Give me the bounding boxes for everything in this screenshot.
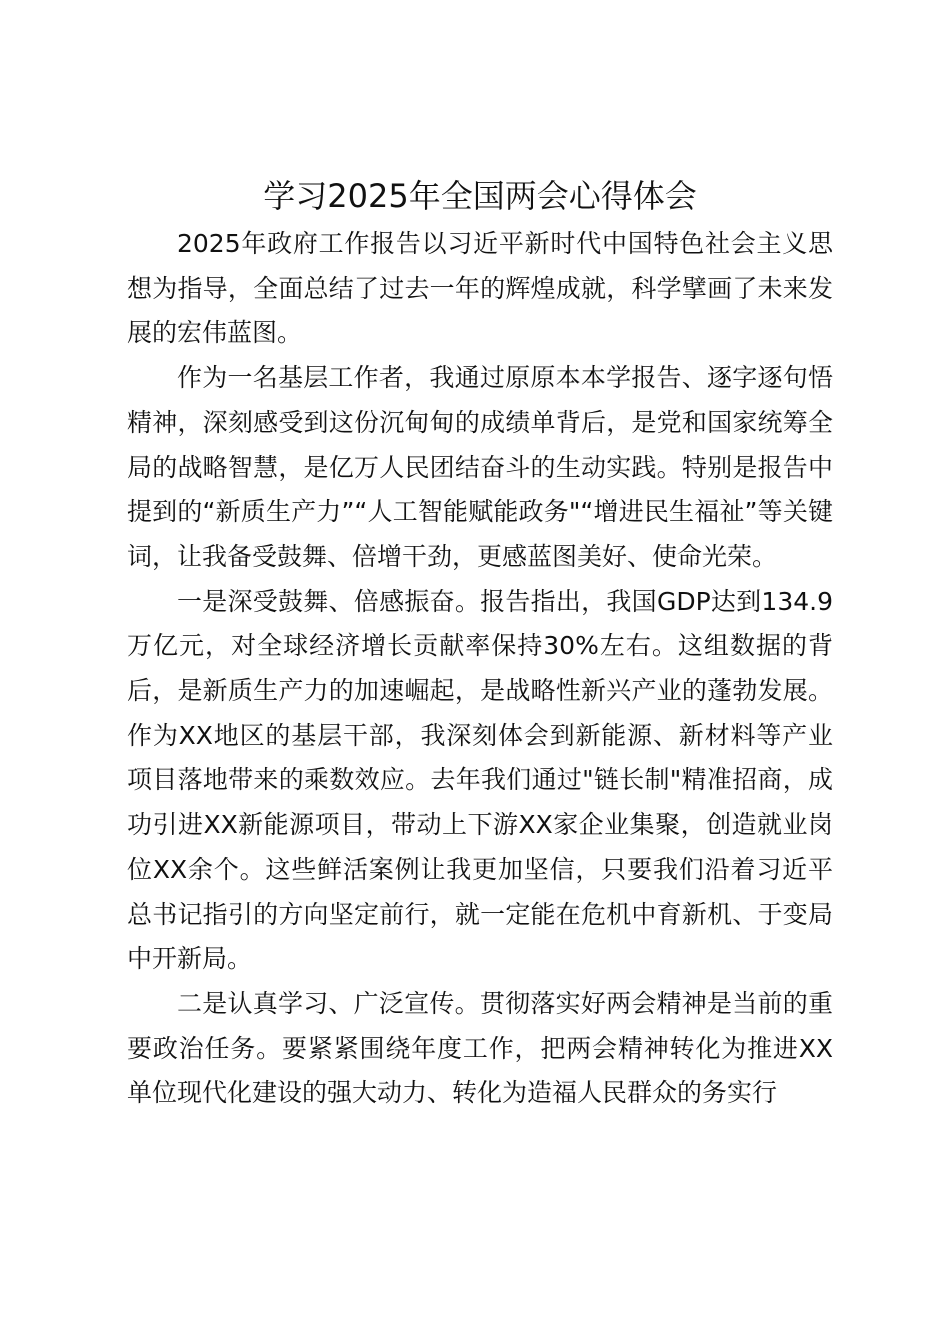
paragraph-intro: 2025年政府工作报告以习近平新时代中国特色社会主义思想为指导，全面总结了过去一年的辉煌成就，科学擘画了未来发展的宏伟蓝图。	[127, 229, 833, 348]
paragraph-point-one: 一是深受鼓舞、倍感振奋。报告指出，我国GDP达到134.9万亿元，对全球经济增长贡献率保持30%左右。这组数据的背后，是新质生产力的加速崛起，是战略性新兴产业的蓬勃发展。作为XX地区的基层干部，我深刻体会到新能源、新材料等产业项目落地带来的乘数效应。去年我们通过"链长制"精准招商，成功引进XX新能源项目，带动上下游XX家企业集聚，创造就业岗位XX余个。这些鲜活案例让我更加坚信，只要我们沿着习近平总书记指引的方向坚定前行，就一定能在危机中育新机、于变局中开新局。	[127, 586, 833, 974]
document-body	[127, 170, 833, 1116]
document-title: 学习2025年全国两会心得体会	[263, 177, 697, 215]
paragraph-point-two: 二是认真学习、广泛宣传。贯彻落实好两会精神是当前的重要政治任务。要紧紧围绕年度工作，把两会精神转化为推进XX单位现代化建设的强大动力、转化为造福人民群众的务实行	[127, 988, 833, 1108]
paragraph-reflection: 作为一名基层工作者，我通过原原本本学报告、逐字逐句悟精神，深刻感受到这份沉甸甸的成绩单背后，是党和国家统筹全局的战略智慧，是亿万人民团结奋斗的生动实践。特别是报告中提到的“新质生产力”“人工智能赋能政务"“增进民生福祉”等关键词，让我备受鼓舞、倍增干劲，更感蓝图美好、使命光荣。	[127, 363, 833, 571]
